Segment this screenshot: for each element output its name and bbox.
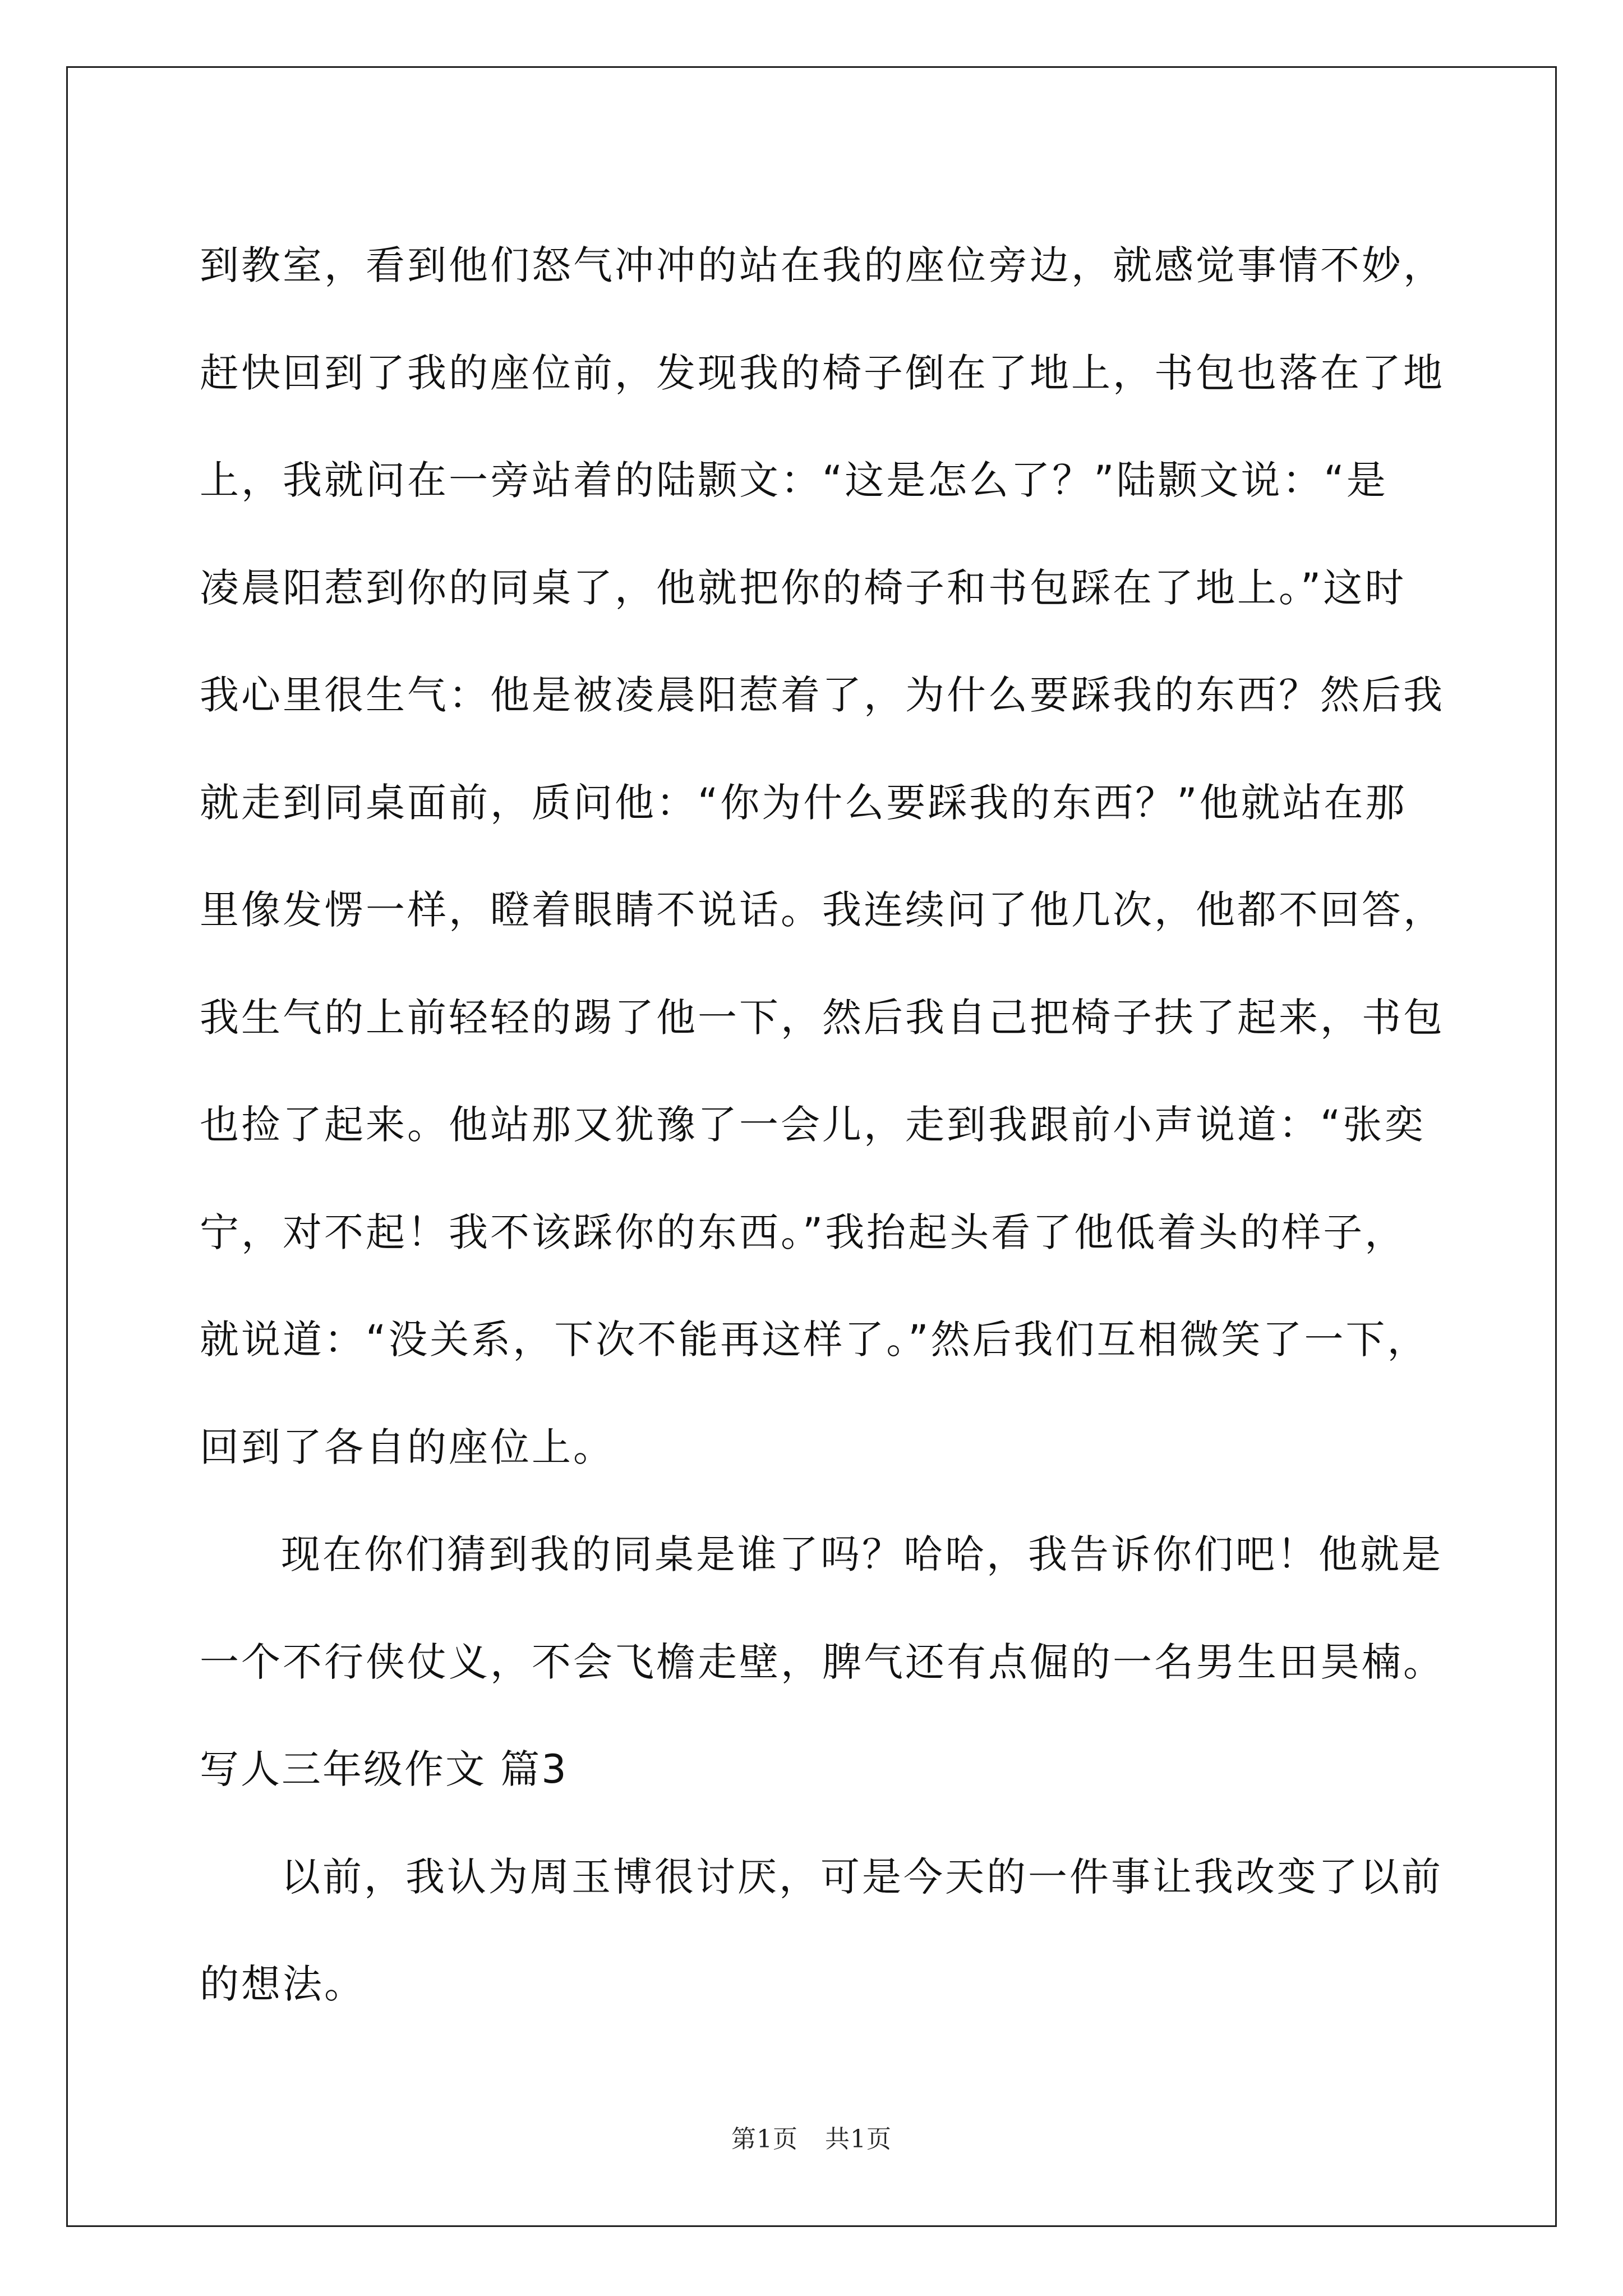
text-line: 就说道：“没关系，下次不能再这样了。”然后我们互相微笑了一下，: [200, 1317, 1429, 1363]
text-line: 的想法。: [200, 1961, 366, 2007]
text-line: 我生气的上前轻轻的踢了他一下，然后我自己把椅子扶了起来，书包: [200, 994, 1445, 1041]
page-footer: [0, 2119, 1623, 2155]
paragraph-start-line: 以前，我认为周玉博很讨厌，可是今天的一件事让我改变了以前: [281, 1853, 1443, 1900]
text-line: 上，我就问在一旁站着的陆颢文：“这是怎么了？”陆颢文说：“是: [200, 457, 1388, 503]
text-line: 宁，对不起！我不该踩你的东西。”我抬起头看了他低着头的样子，: [200, 1209, 1407, 1255]
section-heading: 写人三年级作文 篇3: [200, 1746, 568, 1792]
text-line: 里像发愣一样，瞪着眼睛不说话。我连续问了他几次，他都不回答，: [200, 887, 1445, 933]
paragraph-start-line: 现在你们猜到我的同桌是谁了吗？哈哈，我告诉你们吧！他就是: [281, 1531, 1443, 1577]
page-total: 共1页: [825, 2125, 892, 2154]
text-line: 一个不行侠仗义，不会飞檐走壁，脾气还有点倔的一名男生田昊楠。: [200, 1639, 1445, 1685]
text-line: 到教室，看到他们怒气冲冲的站在我的座位旁边，就感觉事情不妙，: [200, 242, 1445, 288]
page-number: 第1页: [731, 2125, 798, 2154]
text-line: 凌晨阳惹到你的同桌了，他就把你的椅子和书包踩在了地上。”这时: [200, 564, 1407, 611]
text-line: 我心里很生气：他是被凌晨阳惹着了，为什么要踩我的东西？然后我: [200, 672, 1445, 718]
document-body: [200, 212, 1445, 2039]
text-line: 也捡了起来。他站那又犹豫了一会儿，走到我跟前小声说道：“张奕: [200, 1102, 1426, 1148]
text-line: 就走到同桌面前，质问他：“你为什么要踩我的东西？”他就站在那: [200, 779, 1407, 826]
text-line: 回到了各自的座位上。: [200, 1424, 615, 1470]
text-line: 赶快回到了我的座位前，发现我的椅子倒在了地上，书包也落在了地: [200, 349, 1445, 396]
